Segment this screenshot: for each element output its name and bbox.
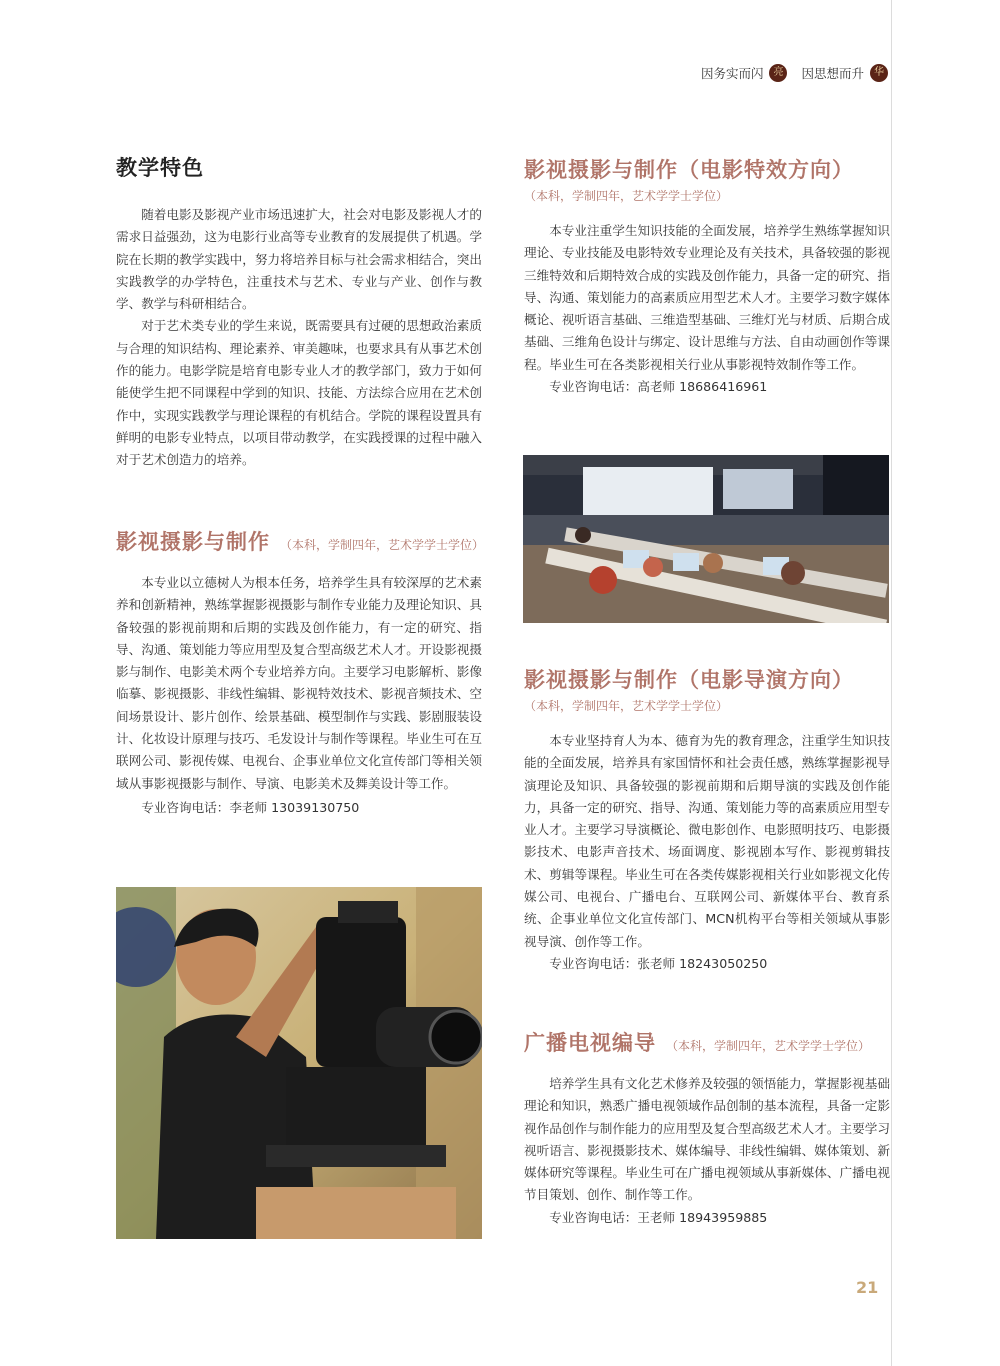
major-title: 影视摄影与制作（电影特效方向）	[524, 158, 854, 182]
computer-lab-photo	[523, 455, 889, 623]
seal-icon: 亮	[769, 64, 787, 82]
paragraph: 本专业注重学生知识技能的全面发展，培养学生熟练掌握知识理论、专业技能及电影特效专业理论及有关技术，具备较强的影视三维特效和后期特效合成的实践及创作能力，具备一定的研究、指导、沟通、策划能力的高素质应用型艺术人才。主要学习数字媒体概论、视听语言基础、三维造型基础、三维灯光与材质、后期合成基础、三维角色设计与绑定、设计思维与方法、自由动画创作等课程。毕业生可在各类影视相关行业从事影视特效制作等工作。	[524, 223, 890, 372]
major-subtitle: （本科，学制四年，艺术学学士学位）	[524, 699, 729, 713]
paragraph: 本专业坚持育人为本、德育为先的教育理念，注重学生知识技能的全面发展，培养具有家国情怀和社会责任感，熟练掌握影视导演理论及知识、具备较强的影视前期和后期导演的实践及创作能力，具备一定的研究、指导、沟通、策划能力等的高素质应用型专业人才。主要学习导演概论、微电影创作、电影照明技巧、电影摄影技术、电影声音技术、场面调度、影视剧本写作、影视剪辑技术、剪辑等课程。毕业生可在各类传媒影视相关行业如影视文化传媒公司、电视台、广播电台、互联网公司、新媒体平台、教育系统、企事业单位文化宣传部门、MCN机构平台等相关领域从事影视导演、创作等工作。	[524, 733, 890, 949]
major-vfx-section	[524, 154, 890, 398]
major-title-text: 广播电视编导	[524, 1031, 656, 1055]
major-director-section	[524, 664, 890, 975]
page-number: 21	[856, 1278, 879, 1297]
major-subtitle: （本科，学制四年，艺术学学士学位）	[524, 189, 729, 203]
paragraph: 对于艺术类专业的学生来说，既需要具有过硬的思想政治素质与合理的知识结构、理论素养、审美趣味，也要求具有从事艺术创作的能力。电影学院是培育电影专业人才的教学部门，致力于如何能使学生把不同课程中学到的知识、技能、方法综合应用在艺术创作中，实现实践教学与理论课程的有机结合。学院的课程设置具有鲜明的电影专业特点，以项目带动教学，在实践授课的过程中融入对于艺术创造力的培养。	[116, 318, 482, 468]
major-title: 影视摄影与制作（电影导演方向）	[524, 668, 854, 692]
contact-line: 专业咨询电话：张老师 18243050250	[549, 955, 768, 971]
motto-text-1: 因务实而闪	[700, 66, 764, 81]
major-subtitle: （本科，学制四年，艺术学学士学位）	[280, 538, 485, 552]
major-title	[524, 1027, 890, 1057]
paragraph: 随着电影及影视产业市场迅速扩大，社会对电影及影视人才的需求日益强劲，这为电影行业高等专业教育的发展提供了机遇。学院在长期的教学实践中，努力将培养目标与社会需求相结合，突出实践教学的办学特色，注重技术与艺术、专业与产业、创作与教学、教学与科研相结合。	[116, 207, 482, 312]
cameraman-photo	[116, 887, 482, 1239]
paragraph: 本专业以立德树人为根本任务，培养学生具有较深厚的艺术素养和创新精神，熟练掌握影视摄影与制作专业能力及理论知识、具备较强的影视前期和后期的实践及创作能力，有一定的研究、指导、沟通、策划能力等应用型及复合型高级艺术人才。开设影视摄影与制作、电影美术两个专业培养方向。主要学习电影解析、影像临摹、影视摄影、非线性编辑、影视特效技术、影视音频技术、空间场景设计、影片创作、绘景基础、模型制作与实践、影剧服装设计、化妆设计原理与技巧、毛发设计与制作等课程。毕业生可在互联网公司、影视传媒、电视台、企事业单位文化宣传部门等相关领域从事影视摄影与制作、导演、电影美术及舞美设计等工作。	[116, 575, 482, 791]
major-title	[116, 526, 485, 556]
major-photo-section	[116, 526, 485, 819]
header-motto	[701, 64, 888, 82]
section-title: 教学特色	[116, 156, 204, 180]
cameraman-illustration	[116, 887, 482, 1239]
computer-lab-illustration	[523, 455, 889, 623]
seal-icon: 华	[870, 64, 888, 82]
motto-text-2: 因思想而升	[801, 66, 864, 81]
major-broadcast-section	[524, 1027, 890, 1229]
contact-line: 专业咨询电话：王老师 18943959885	[549, 1209, 768, 1225]
major-title-text: 影视摄影与制作	[116, 530, 270, 554]
contact-line: 专业咨询电话：李老师 13039130750	[141, 799, 360, 815]
page-edge-line	[891, 0, 892, 1366]
major-subtitle: （本科，学制四年，艺术学学士学位）	[666, 1039, 871, 1053]
paragraph: 培养学生具有文化艺术修养及较强的领悟能力，掌握影视基础理论和知识，熟悉广播电视领域作品创制的基本流程，具备一定影视作品创作与制作能力的应用型及复合型高级艺术人才。主要学习视听语言、影视摄影技术、媒体编导、非线性编辑、媒体策划、新媒体研究等课程。毕业生可在广播电视领域从事新媒体、广播电视节目策划、创作、制作等工作。	[524, 1076, 890, 1203]
contact-line: 专业咨询电话：高老师 18686416961	[549, 379, 768, 395]
teaching-section	[116, 152, 482, 472]
